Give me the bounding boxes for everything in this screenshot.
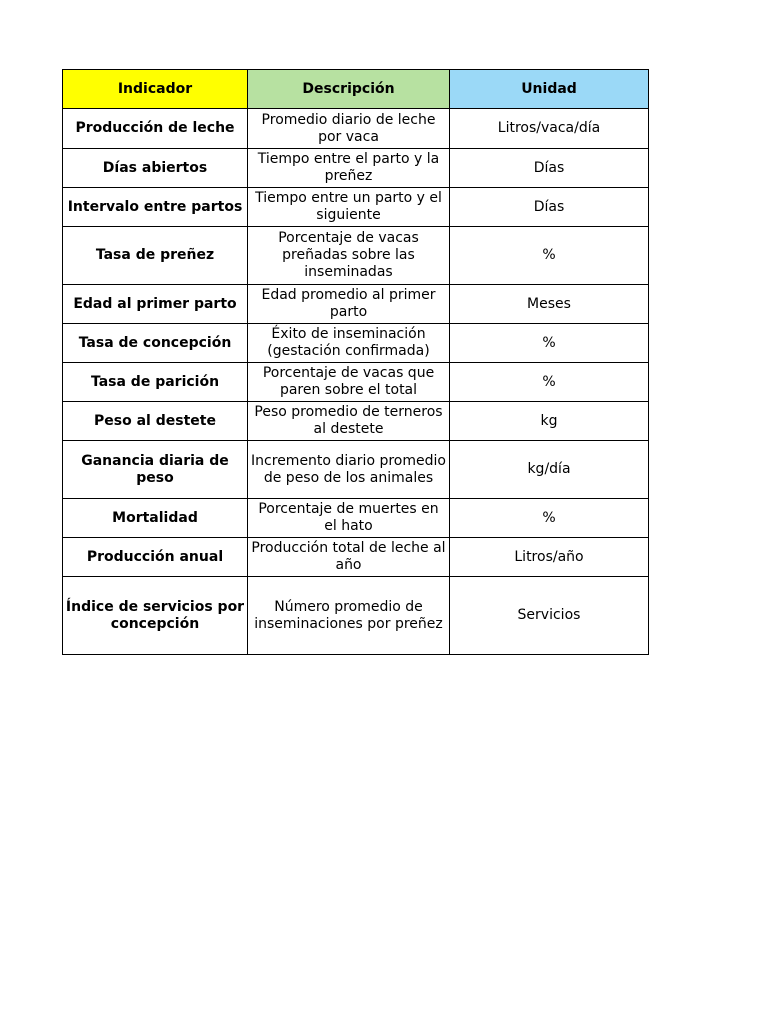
table-row — [63, 324, 649, 363]
cell-indicador: Índice de servicios por concepción — [63, 577, 248, 655]
cell-descripcion: Tiempo entre el parto y la preñez — [248, 149, 450, 188]
table-row — [63, 188, 649, 227]
cell-unidad: Litros/vaca/día — [450, 109, 649, 149]
table-row — [63, 109, 649, 149]
table-row — [63, 402, 649, 441]
cell-descripcion: Número promedio de inseminaciones por preñez — [248, 577, 450, 655]
cell-descripcion: Edad promedio al primer parto — [248, 285, 450, 324]
table-row — [63, 499, 649, 538]
table-row — [63, 538, 649, 577]
cell-unidad: % — [450, 363, 649, 402]
table-row — [63, 285, 649, 324]
cell-descripcion: Porcentaje de vacas que paren sobre el total — [248, 363, 450, 402]
cell-indicador: Días abiertos — [63, 149, 248, 188]
cell-descripcion: Porcentaje de vacas preñadas sobre las inseminadas — [248, 227, 450, 285]
table-row — [63, 363, 649, 402]
table-row — [63, 577, 649, 655]
cell-indicador: Mortalidad — [63, 499, 248, 538]
indicator-table — [62, 69, 649, 655]
cell-indicador: Peso al destete — [63, 402, 248, 441]
header-descripcion: Descripción — [248, 70, 450, 109]
header-unidad: Unidad — [450, 70, 649, 109]
cell-indicador: Intervalo entre partos — [63, 188, 248, 227]
cell-descripcion: Peso promedio de terneros al destete — [248, 402, 450, 441]
cell-descripcion: Tiempo entre un parto y el siguiente — [248, 188, 450, 227]
cell-indicador: Ganancia diaria de peso — [63, 441, 248, 499]
table-row — [63, 149, 649, 188]
cell-descripcion: Producción total de leche al año — [248, 538, 450, 577]
cell-indicador: Edad al primer parto — [63, 285, 248, 324]
cell-unidad: kg — [450, 402, 649, 441]
table-body — [63, 109, 649, 655]
table-row — [63, 227, 649, 285]
cell-unidad: Litros/año — [450, 538, 649, 577]
header-row — [63, 70, 649, 109]
table-row — [63, 441, 649, 499]
header-indicador: Indicador — [63, 70, 248, 109]
table-header — [63, 70, 649, 109]
cell-indicador: Producción de leche — [63, 109, 248, 149]
cell-indicador: Tasa de parición — [63, 363, 248, 402]
cell-unidad: Días — [450, 188, 649, 227]
cell-indicador: Tasa de preñez — [63, 227, 248, 285]
cell-unidad: % — [450, 499, 649, 538]
cell-unidad: kg/día — [450, 441, 649, 499]
cell-indicador: Producción anual — [63, 538, 248, 577]
cell-unidad: % — [450, 227, 649, 285]
cell-unidad: % — [450, 324, 649, 363]
cell-descripcion: Promedio diario de leche por vaca — [248, 109, 450, 149]
cell-unidad: Servicios — [450, 577, 649, 655]
cell-descripcion: Incremento diario promedio de peso de los animales — [248, 441, 450, 499]
cell-indicador: Tasa de concepción — [63, 324, 248, 363]
cell-descripcion: Éxito de inseminación (gestación confirmada) — [248, 324, 450, 363]
cell-descripcion: Porcentaje de muertes en el hato — [248, 499, 450, 538]
cell-unidad: Días — [450, 149, 649, 188]
cell-unidad: Meses — [450, 285, 649, 324]
